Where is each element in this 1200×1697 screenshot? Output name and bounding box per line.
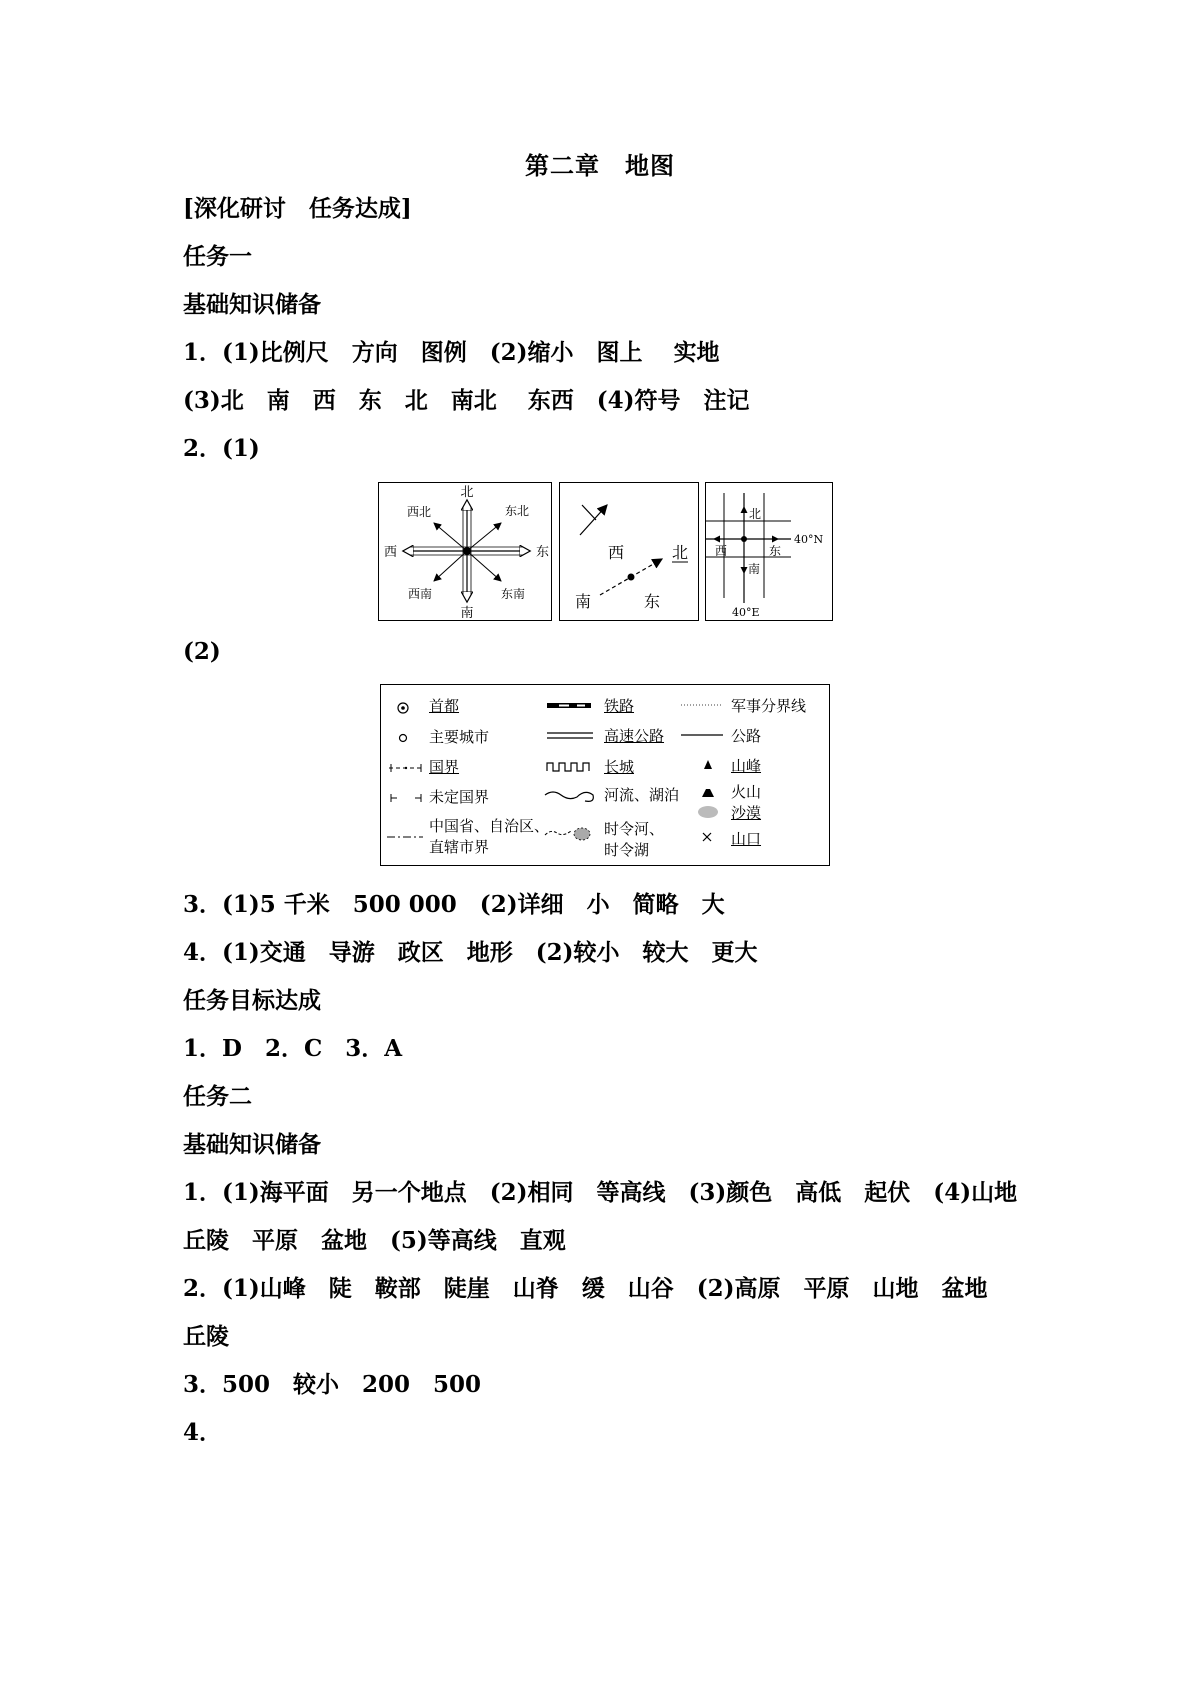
- city-icon: [400, 735, 407, 742]
- legend-river-lake-label: 河流、湖泊: [604, 786, 680, 804]
- peak-icon: [704, 760, 712, 769]
- compass-center-dot: [463, 547, 471, 555]
- compass-rose-figure: [378, 482, 552, 621]
- legend-pass-label: 山口: [731, 830, 762, 848]
- legend-province-border-label-1: 中国省、自治区、: [429, 817, 550, 835]
- compass-east-label: 东: [536, 545, 550, 560]
- desert-icon: [698, 806, 718, 818]
- section-header: [深化研讨 任务达成]: [183, 195, 412, 222]
- national-border-icon: [389, 764, 423, 772]
- pass-icon: [703, 833, 711, 841]
- task1-q2-part1: 2．(1): [183, 435, 260, 462]
- task1-q2-part2: (2): [183, 638, 221, 665]
- task1-q1-line2: (3)北 南 西 东 北 南北 东西 (4)符号 注记: [183, 387, 750, 414]
- grid-lat-label: 40°N: [794, 533, 824, 546]
- legend-volcano-label: 火山: [731, 783, 762, 801]
- legend-desert-label: 沙漠: [731, 804, 762, 822]
- legend-military-line-label: 军事分界线: [731, 697, 807, 715]
- arrow-south-label: 南: [575, 592, 592, 611]
- task1-q1-line1: 1．(1)比例尺 方向 图例 (2)缩小 图上 实地: [183, 339, 720, 366]
- legend-peak-label: 山峰: [731, 757, 762, 775]
- task2-q1-line1: 1．(1)海平面 另一个地点 (2)相同 等高线 (3)颜色 高低 起伏 (4)山地: [183, 1179, 1018, 1206]
- task1-q4: 4．(1)交通 导游 政区 地形 (2)较小 较大 更大: [183, 939, 758, 966]
- compass-north-label: 北: [460, 485, 474, 500]
- grid-south-label: 南: [748, 562, 761, 576]
- legend-expressway-label: 高速公路: [604, 727, 665, 745]
- arrow-west-label: 西: [608, 543, 625, 562]
- task2-heading: 任务二: [183, 1083, 252, 1110]
- compass-southwest-label: 西南: [408, 587, 433, 601]
- grid-lon-label: 40°E: [732, 606, 760, 619]
- legend-seasonal-label-2: 时令湖: [604, 841, 650, 859]
- grid-west-label: 西: [715, 544, 728, 558]
- arrow-east-label: 东: [644, 592, 661, 611]
- expressway-icon: [547, 733, 593, 738]
- legend-seasonal-label-1: 时令河、: [604, 820, 665, 838]
- compass-southeast-label: 东南: [501, 587, 526, 601]
- task2-q2-line2: 丘陵: [183, 1323, 229, 1350]
- north-arrow-icon: [580, 505, 607, 535]
- river-lake-icon: [545, 792, 593, 801]
- legend-national-border-label: 国界: [429, 758, 460, 776]
- grid-east-label: 东: [769, 544, 782, 558]
- legend-highway-label: 公路: [731, 727, 762, 745]
- latlon-grid-figure: [705, 482, 833, 621]
- arrow-direction-figure: [559, 482, 699, 621]
- task1-heading: 任务一: [183, 243, 252, 270]
- grid-north-label: 北: [749, 507, 762, 521]
- task2-q1-line2: 丘陵 平原 盆地 (5)等高线 直观: [183, 1227, 566, 1254]
- compass-west-label: 西: [384, 545, 398, 560]
- compass-northwest-label: 西北: [407, 505, 432, 519]
- volcano-icon: [702, 789, 714, 797]
- task2-q4: 4．: [183, 1419, 223, 1446]
- legend-city-label: 主要城市: [429, 728, 490, 746]
- undefined-border-icon: [391, 794, 421, 802]
- task1-basic-heading: 基础知识储备: [183, 291, 321, 318]
- task2-q3: 3．500 较小 200 500: [183, 1371, 482, 1398]
- task1-q3: 3．(1)5 千米 500 000 (2)详细 小 简略 大: [183, 891, 725, 918]
- compass-south-label: 南: [460, 606, 474, 620]
- legend-undefined-border-label: 未定国界: [429, 788, 490, 806]
- task2-q2-line1: 2．(1)山峰 陡 鞍部 陡崖 山脊 缓 山谷 (2)高原 平原 山地 盆地: [183, 1275, 988, 1302]
- arrow-north-label: 北: [672, 543, 689, 562]
- task1-goal-answers: 1．D 2．C 3．A: [183, 1035, 403, 1062]
- railway-icon: [547, 703, 591, 708]
- task2-basic-heading: 基础知识储备: [183, 1131, 321, 1158]
- compass-northeast-label: 东北: [505, 504, 530, 518]
- legend-great-wall-label: 长城: [604, 758, 635, 776]
- chapter-title: 第二章 地图: [525, 151, 675, 180]
- map-legend-figure: [380, 684, 830, 866]
- legend-capital-label: 首都: [429, 697, 460, 715]
- legend-province-border-label-2: 直辖市界: [429, 838, 490, 856]
- great-wall-icon: [547, 763, 589, 771]
- legend-railway-label: 铁路: [604, 697, 635, 715]
- task1-goal-heading: 任务目标达成: [183, 987, 321, 1014]
